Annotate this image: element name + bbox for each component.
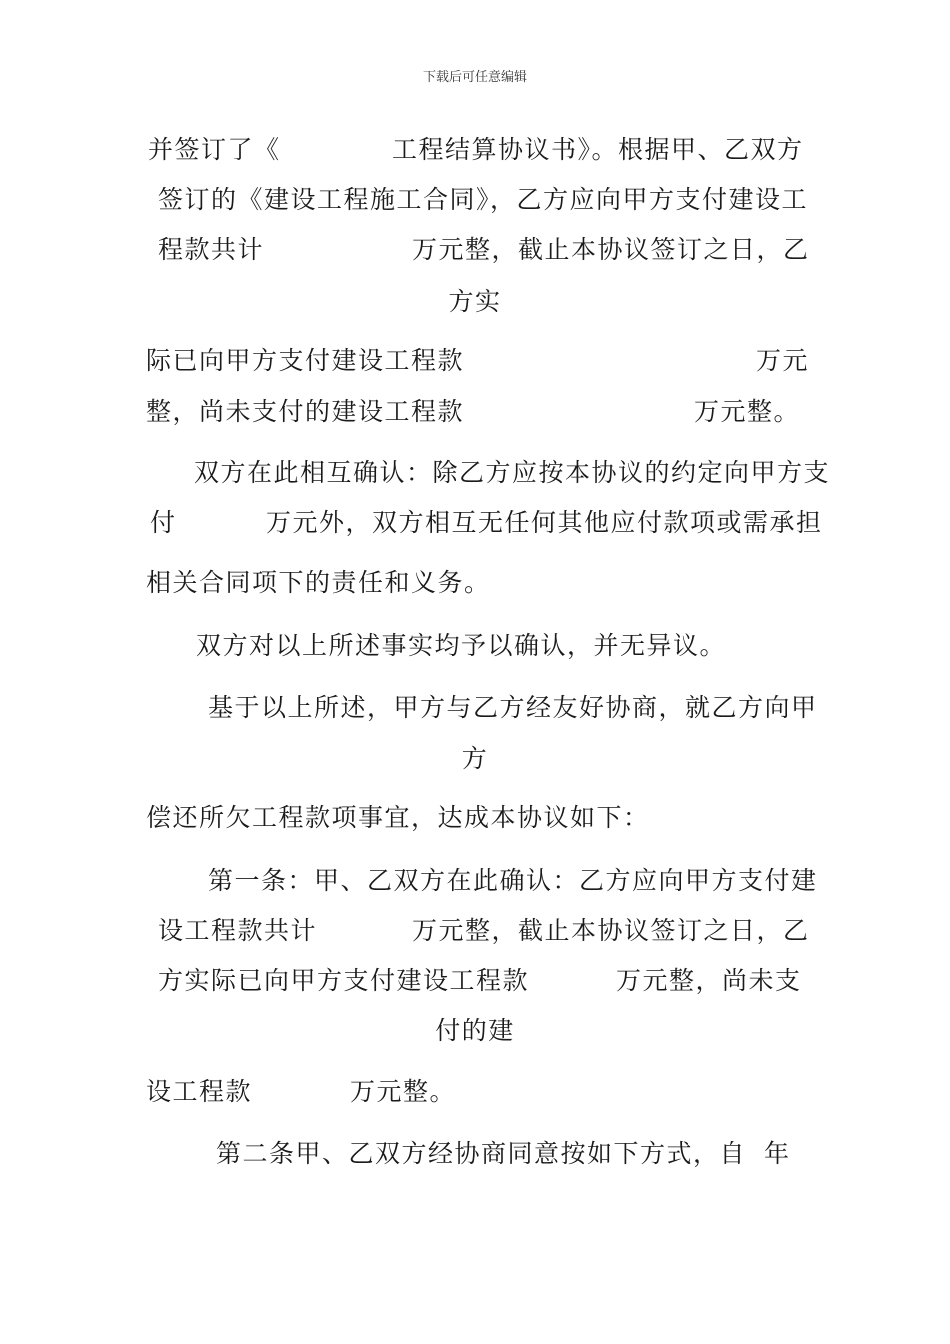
text-line: 万元整，尚未支 — [616, 966, 802, 995]
text-line: 万元整。 — [694, 397, 801, 426]
text-line: 整，尚未支付的建设工程款 — [146, 397, 465, 426]
text-line: 双方对以上所述事实均予以确认，并无异议。 — [196, 631, 727, 660]
text-line: 万元整，截止本协议签订之日，乙 — [412, 235, 810, 264]
text-line: 工程结算协议书》。根据甲、乙双方 — [392, 135, 804, 164]
text-line: 相关合同项下的责任和义务。 — [146, 568, 491, 597]
text-line: 方实际已向甲方支付建设工程款 — [158, 966, 530, 995]
text-line: 第一条：甲、乙双方在此确认：乙方应向甲方支付建 — [208, 866, 818, 895]
text-line: 付的建 — [435, 1016, 515, 1045]
text-line: 际已向甲方支付建设工程款 — [146, 346, 465, 375]
text-line: 程款共计 — [158, 235, 265, 264]
text-line: 设工程款 — [146, 1077, 253, 1106]
text-line: 设工程款共计 — [158, 916, 318, 945]
text-line: 偿还所欠工程款项事宜，达成本协议如下： — [146, 803, 650, 832]
text-line: 万元外，双方相互无任何其他应付款项或需承担 — [266, 508, 823, 537]
text-line: 基于以上所述，甲方与乙方经友好协商，就乙方向甲 — [208, 693, 818, 722]
text-line: 双方在此相互确认：除乙方应按本协议的约定向甲方支 — [194, 458, 831, 487]
text-line: 并签订了《 — [148, 135, 281, 164]
text-line: 方 — [461, 744, 489, 773]
text-line: 万元整，截止本协议签订之日，乙 — [412, 916, 810, 945]
text-line: 万元 — [756, 346, 810, 375]
text-line: 付 — [150, 508, 177, 537]
text-line: 方实 — [448, 287, 502, 316]
text-line: 第二条甲、乙双方经协商同意按如下方式，自 — [216, 1139, 747, 1168]
text-line: 年 — [764, 1139, 791, 1168]
text-line: 签订的《建设工程施工合同》，乙方应向甲方支付建设工 — [158, 185, 809, 214]
page-header: 下载后可任意编辑 — [422, 70, 527, 85]
text-line: 万元整。 — [350, 1077, 457, 1106]
